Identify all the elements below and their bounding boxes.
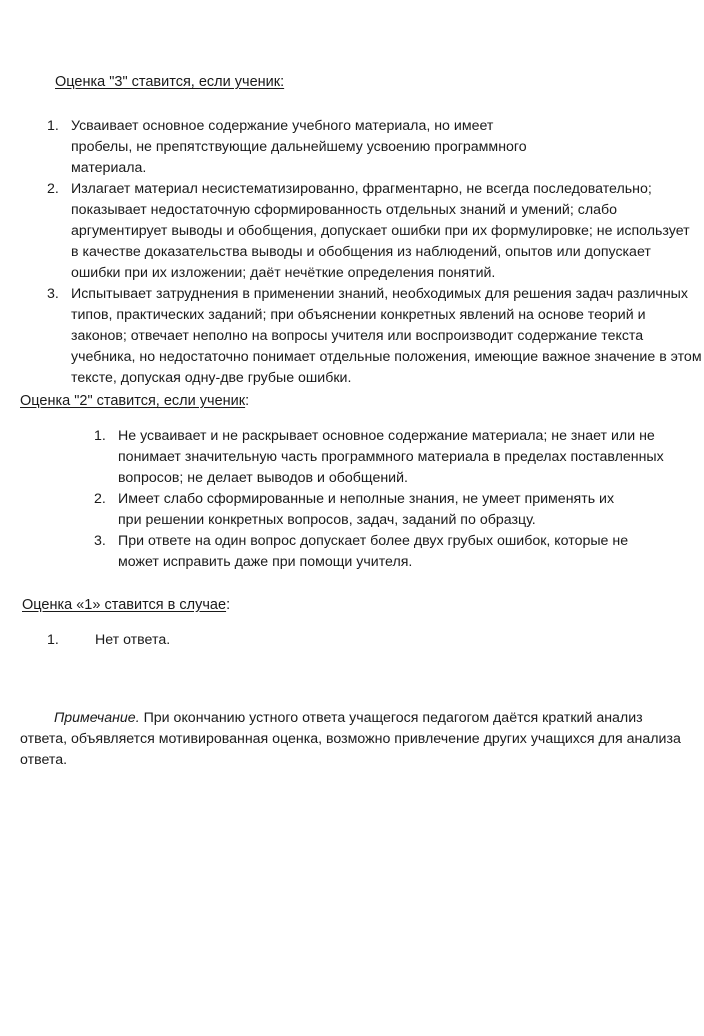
grade-2-criteria-list	[94, 426, 698, 573]
list-item	[94, 426, 696, 489]
list-item-number: 3.	[94, 533, 106, 549]
grade-1-heading-colon: :	[226, 597, 231, 613]
note-paragraph	[20, 708, 692, 771]
list-item-number: 1.	[94, 428, 106, 444]
list-item-text: Испытывает затруднения в применении знаний, необходимых для решения задач различных типов, практических заданий; при объяснении конкретных явлений на основе теорий и законов; отвечает неполно на вопросы учителя или воспроизводит содержание текста учебника, но недостаточно понимает отдельные положения, имеющие важное значение в этом тексте, допуская одну-две грубые ошибки.	[71, 286, 702, 386]
list-item	[47, 284, 703, 389]
list-item-number: 1.	[47, 118, 59, 134]
list-item-number: 3.	[47, 286, 59, 302]
list-item-text: При ответе на один вопрос допускает более двух грубых ошибок, которые не может исправить даже при помощи учителя.	[118, 533, 629, 570]
grade-1-criteria-list	[47, 630, 395, 651]
grade-1-heading	[22, 595, 230, 616]
grade-2-heading-colon: :	[245, 393, 250, 409]
grade-2-heading	[20, 391, 249, 412]
list-item-text: Не усваивает и не раскрывает основное содержание материала; не знает или не понимает значительную часть программного материала в пределах поставленных вопросов; не делает выводов и обобщений.	[118, 428, 664, 486]
list-item-text: Усваивает основное содержание учебного материала, но имеет пробелы, не препятствующие дальнейшему усвоению программного материала.	[71, 118, 527, 176]
list-item-number: 1.	[47, 632, 59, 648]
note-label: Примечание.	[54, 710, 140, 726]
grade-3-heading-text: Оценка "3" ставится, если ученик:	[55, 74, 285, 90]
grade-3-criteria-list	[47, 116, 703, 389]
list-item	[47, 179, 699, 284]
list-item	[94, 489, 618, 531]
list-item-text: Имеет слабо сформированные и неполные знания, не умеет применять их при решении конкретных вопросов, задач, заданий по образцу.	[118, 491, 615, 528]
grade-1-heading-text: Оценка «1» ставится в случае	[22, 597, 227, 613]
list-item-text: Нет ответа.	[95, 632, 171, 648]
list-item	[47, 630, 395, 651]
list-item-number: 2.	[47, 181, 59, 197]
list-item-number: 2.	[94, 491, 106, 507]
list-item	[94, 531, 658, 573]
list-item	[47, 116, 541, 179]
note-text: При окончанию устного ответа учащегося педагогом даётся краткий анализ ответа, объявляется мотивированная оценка, возможно привлечение других учащихся для анализа ответа.	[20, 710, 685, 768]
list-item-text: Излагает материал несистематизированно, фрагментарно, не всегда последовательно; показывает недостаточную сформированность отдельных знаний и умений; слабо аргументирует выводы и обобщения, допускает ошибки при их формулировке; не использует в качестве доказательства выводы и обобщения из наблюдений, опытов или допускает ошибки при их изложении; даёт нечёткие определения понятий.	[71, 181, 690, 281]
grade-2-heading-text: Оценка "2" ставится, если ученик	[20, 393, 246, 409]
grade-3-heading	[55, 72, 284, 93]
